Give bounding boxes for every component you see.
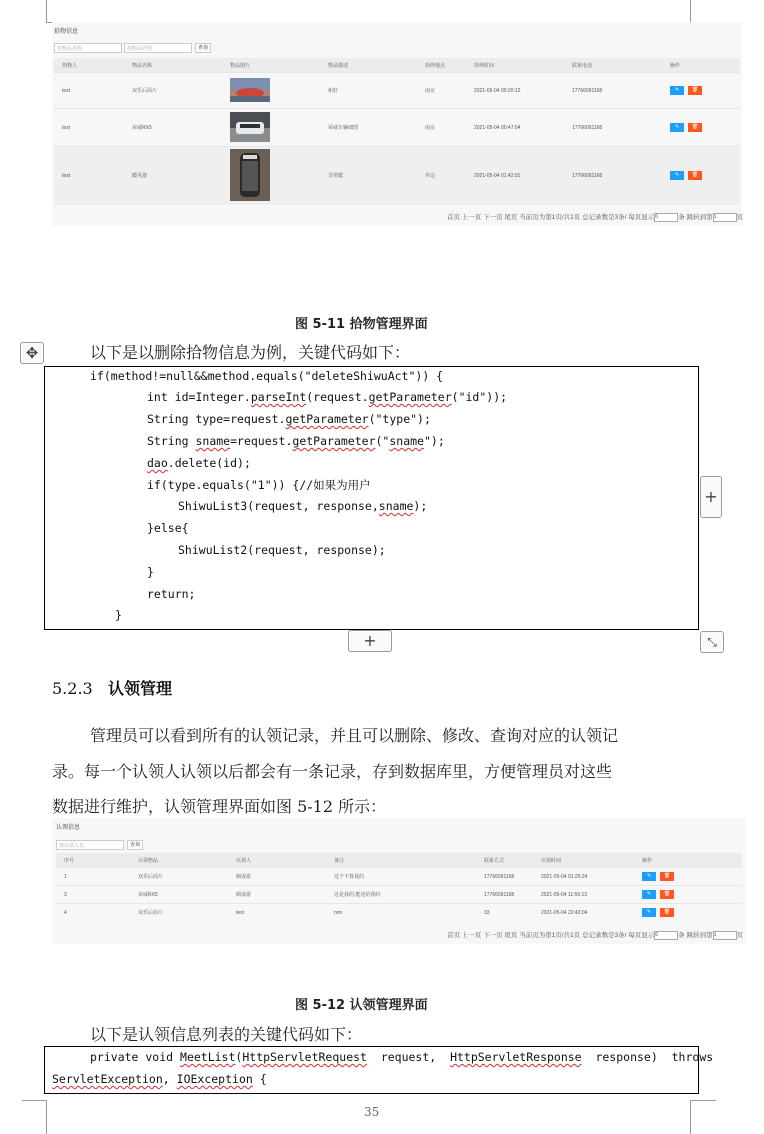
- code-token: sname: [195, 434, 231, 448]
- code-token: String: [147, 434, 196, 448]
- code-line-1: if(method!=null&&method.equals("deleteShiwuAct")) {: [90, 369, 444, 383]
- code-token: IOException: [176, 1072, 253, 1086]
- code-token: parseInt: [250, 390, 307, 404]
- table-row: [56, 904, 742, 922]
- code-token: ("id"));: [451, 390, 508, 404]
- table-row: [56, 886, 742, 904]
- code-token: sname: [378, 499, 414, 513]
- claims-screenshot: [52, 818, 746, 944]
- pagination-text[interactable]: 首页 上一页 下一页 尾页 当前页为第1页/共1页 总记录数是3条/ 每页显示: [447, 932, 655, 939]
- code-token: dao: [147, 456, 168, 470]
- item-photo-car: [230, 112, 270, 142]
- intro-paragraph-1: 以下是以删除拾物信息为例，关键代码如下：: [90, 343, 411, 362]
- cell-time: 2021-05-04 22:43:04: [533, 904, 634, 922]
- code-line-12: }: [115, 608, 122, 622]
- code2-line-1: [90, 1050, 713, 1064]
- move-handle-icon[interactable]: ✥: [20, 342, 44, 364]
- cell-image: [222, 73, 320, 109]
- code-token: .delete(id);: [167, 456, 251, 470]
- cell-person: 顾成游: [228, 868, 326, 886]
- search-button[interactable]: 查询: [195, 43, 211, 53]
- figure-caption-5-11: 图 5-11 拾物管理界面: [295, 317, 428, 332]
- col-contact: 联系方式: [476, 853, 533, 868]
- claims-table: [56, 853, 742, 922]
- lost-items-table: [54, 58, 740, 205]
- cell-finder: test: [54, 147, 124, 205]
- col-time: 认领时间: [533, 853, 634, 868]
- code-token: request,: [366, 1050, 451, 1064]
- code-line-6: if(type.equals("1")) {//如果为用户: [147, 478, 371, 492]
- code-token: ,: [162, 1072, 177, 1086]
- code-token: ("type");: [368, 412, 431, 426]
- pencil-icon[interactable]: ✎: [642, 872, 656, 881]
- code-token: =request.: [230, 434, 293, 448]
- col-finder: 拾物人: [54, 58, 124, 73]
- code-token: (: [235, 1050, 243, 1064]
- cell-actions: [634, 868, 742, 886]
- figure-caption-5-12: 图 5-12 认领管理界面: [295, 998, 428, 1013]
- pencil-icon[interactable]: ✎: [670, 86, 684, 95]
- cell-phone: 17766091168: [564, 73, 662, 109]
- cell-actions: [662, 109, 740, 147]
- cell-contact: 17766091168: [476, 868, 533, 886]
- code-token: private void: [90, 1050, 181, 1064]
- page-jump-input[interactable]: 1: [713, 931, 737, 940]
- code-token: ServletException: [52, 1072, 163, 1086]
- pagination-bar: [447, 930, 743, 940]
- code-token: sname: [389, 434, 424, 448]
- col-person: 认领人: [228, 853, 326, 868]
- add-column-button[interactable]: +: [700, 476, 722, 518]
- cell-desc: 荣威车辆细图: [320, 109, 417, 147]
- code-token: getParameter: [368, 390, 452, 404]
- cell-time: 2021-05-04 00:47:04: [466, 109, 564, 147]
- body-line-2: 录。每一个认领人认领以后都会有一条记录，存到数据库里，方便管理员对这些: [52, 762, 613, 781]
- code-token: );: [413, 499, 428, 513]
- cell-person: 顾成游: [228, 886, 326, 904]
- cell-item: 双乐后面片: [130, 904, 228, 922]
- pencil-icon[interactable]: ✎: [670, 171, 684, 180]
- cell-note: 这个不算我的: [326, 868, 476, 886]
- pagination-end-text: 页: [736, 932, 744, 939]
- code-token: {: [252, 1072, 267, 1086]
- cell-finder: test: [54, 109, 124, 147]
- pagination-jump-text: 条 跳转到第: [678, 932, 713, 939]
- search-desc-input[interactable]: 按物品详情: [124, 43, 192, 53]
- lost-items-title: 拾物信息: [54, 29, 79, 35]
- cell-note: nnn: [326, 904, 476, 922]
- col-phone: 联系电话: [564, 58, 662, 73]
- code-line-7: [178, 499, 427, 513]
- col-actions: 操作: [662, 58, 740, 73]
- table-row: [54, 109, 740, 147]
- trash-icon[interactable]: 🗑: [688, 86, 702, 95]
- col-name: 物品名称: [124, 58, 222, 73]
- body-line-1: 管理员可以看到所有的认领记录，并且可以删除、修改、查询对应的认领记: [90, 726, 619, 745]
- page-corner-bottom-left-h: [22, 1100, 46, 1101]
- code-line-3: [147, 412, 431, 426]
- code-token: (request.: [306, 390, 369, 404]
- pagination-text[interactable]: 首页 上一页 下一页 尾页 当前页为第1页/共1页 总记录数是3条/ 每页显示: [447, 214, 655, 221]
- cell-time: 2021-05-04 00:20:12: [466, 73, 564, 109]
- cell-actions: [634, 904, 742, 922]
- code-line-9: ShiwuList2(request, response);: [178, 543, 386, 557]
- trash-icon[interactable]: 🗑: [660, 872, 674, 881]
- pagination-jump-text: 条 跳转到第: [678, 214, 713, 221]
- table-row: [54, 73, 740, 109]
- code-token: String type=request.: [147, 412, 286, 426]
- code-token: HttpServletResponse: [450, 1050, 582, 1064]
- table-row: [54, 147, 740, 205]
- cell-person: test: [228, 904, 326, 922]
- cell-time: 2021-05-04 01:42:01: [466, 147, 564, 205]
- code-line-8: }else{: [147, 521, 189, 535]
- add-row-button[interactable]: +: [348, 630, 392, 652]
- search-person-input[interactable]: 按认领人名: [56, 840, 124, 850]
- cell-id: 1: [56, 868, 130, 886]
- code-line-5: [147, 456, 251, 470]
- col-item: 认领物品: [130, 853, 228, 868]
- cell-phone: 17766091168: [564, 109, 662, 147]
- trash-icon[interactable]: 🗑: [688, 171, 702, 180]
- code-token: int id=Integer.: [147, 390, 251, 404]
- cell-finder: test: [54, 73, 124, 109]
- search-name-input[interactable]: 按物品名称: [54, 43, 122, 53]
- cell-image: [222, 147, 320, 205]
- code-line-11: return;: [147, 587, 196, 601]
- cell-item: 双乐后面片: [130, 868, 228, 886]
- page-corner-bottom-right-h: [690, 1100, 716, 1101]
- cell-contact: 33: [476, 904, 533, 922]
- cell-name: 荣威RX5: [124, 109, 222, 147]
- lost-items-screenshot: [52, 22, 742, 226]
- col-actions: 操作: [634, 853, 742, 868]
- code-line-2: [147, 390, 507, 404]
- trash-icon[interactable]: 🗑: [660, 890, 674, 899]
- table-header-row: [54, 58, 740, 73]
- trash-icon[interactable]: 🗑: [660, 908, 674, 917]
- cell-place: 南京: [417, 109, 466, 147]
- page-size-input[interactable]: 6: [654, 213, 678, 222]
- page-corner-bottom-left: [46, 1100, 47, 1134]
- section-heading: [52, 676, 172, 699]
- page-number: 35: [364, 1105, 380, 1119]
- pagination-end-text: 页: [736, 214, 744, 221]
- cell-actions: [662, 73, 740, 109]
- cell-name: 双乐后面片: [124, 73, 222, 109]
- pagination-bar: [447, 212, 743, 222]
- code-token: (": [375, 434, 390, 448]
- col-time: 拾得时间: [466, 58, 564, 73]
- code-block-delete: [44, 366, 699, 630]
- code-token: HttpServletRequest: [242, 1050, 367, 1064]
- cell-place: 南京: [417, 73, 466, 109]
- code-line-4: [147, 434, 445, 448]
- col-desc: 物品描述: [320, 58, 417, 73]
- code-token: ");: [423, 434, 445, 448]
- claims-title: 认领信息: [56, 825, 81, 831]
- pencil-icon[interactable]: ✎: [670, 123, 684, 132]
- section-number: 5.2.3: [52, 679, 93, 698]
- code-line-10: }: [147, 565, 154, 579]
- pencil-icon[interactable]: ✎: [642, 908, 656, 917]
- body-line-3: 数据进行维护，认领管理界面如图 5-12 所示：: [52, 797, 387, 816]
- cell-actions: [634, 886, 742, 904]
- page-corner-top-left: [46, 0, 47, 22]
- cell-time: 2021-05-04 01:25:24: [533, 868, 634, 886]
- cell-phone: 17766091168: [564, 147, 662, 205]
- cell-item: 荣威RX5: [130, 886, 228, 904]
- col-image: 物品图片: [222, 58, 320, 73]
- section-title: 认领管理: [107, 679, 172, 698]
- item-photo-beach: [230, 78, 270, 102]
- pencil-icon[interactable]: ✎: [642, 890, 656, 899]
- col-place: 拾得地点: [417, 58, 466, 73]
- code-token: getParameter: [285, 412, 369, 426]
- cell-name: 暖风器: [124, 147, 222, 205]
- cell-desc: 非常暖: [320, 147, 417, 205]
- trash-icon[interactable]: 🗑: [688, 123, 702, 132]
- code-token: ShiwuList3(request, response,: [178, 499, 379, 513]
- code2-line-2: [52, 1072, 267, 1086]
- code-token: response) throws: [581, 1050, 714, 1064]
- page-size-input[interactable]: 6: [654, 931, 678, 940]
- cell-id: 3: [56, 886, 130, 904]
- intro-paragraph-2: 以下是认领信息列表的关键代码如下：: [90, 1025, 363, 1044]
- code-token: getParameter: [292, 434, 376, 448]
- col-note: 备注: [326, 853, 476, 868]
- cell-time: 2021-05-04 11:56:13: [533, 886, 634, 904]
- table-header-row: [56, 853, 742, 868]
- item-photo-heater: [230, 149, 270, 201]
- cell-note: 这是我的,能还给我吗: [326, 886, 476, 904]
- col-id: 序号: [56, 853, 130, 868]
- cell-image: [222, 109, 320, 147]
- code-token: MeetList: [180, 1050, 236, 1064]
- page-jump-input[interactable]: 1: [713, 213, 737, 222]
- resize-handle-icon[interactable]: ⤡: [700, 631, 724, 653]
- cell-place: 外边: [417, 147, 466, 205]
- cell-id: 4: [56, 904, 130, 922]
- page-corner-bottom-right: [690, 1100, 691, 1134]
- cell-desc: 和好: [320, 73, 417, 109]
- cell-contact: 17766091168: [476, 886, 533, 904]
- page-corner-top-right: [690, 0, 691, 22]
- search-button[interactable]: 查询: [127, 840, 143, 850]
- cell-actions: [662, 147, 740, 205]
- table-row: [56, 868, 742, 886]
